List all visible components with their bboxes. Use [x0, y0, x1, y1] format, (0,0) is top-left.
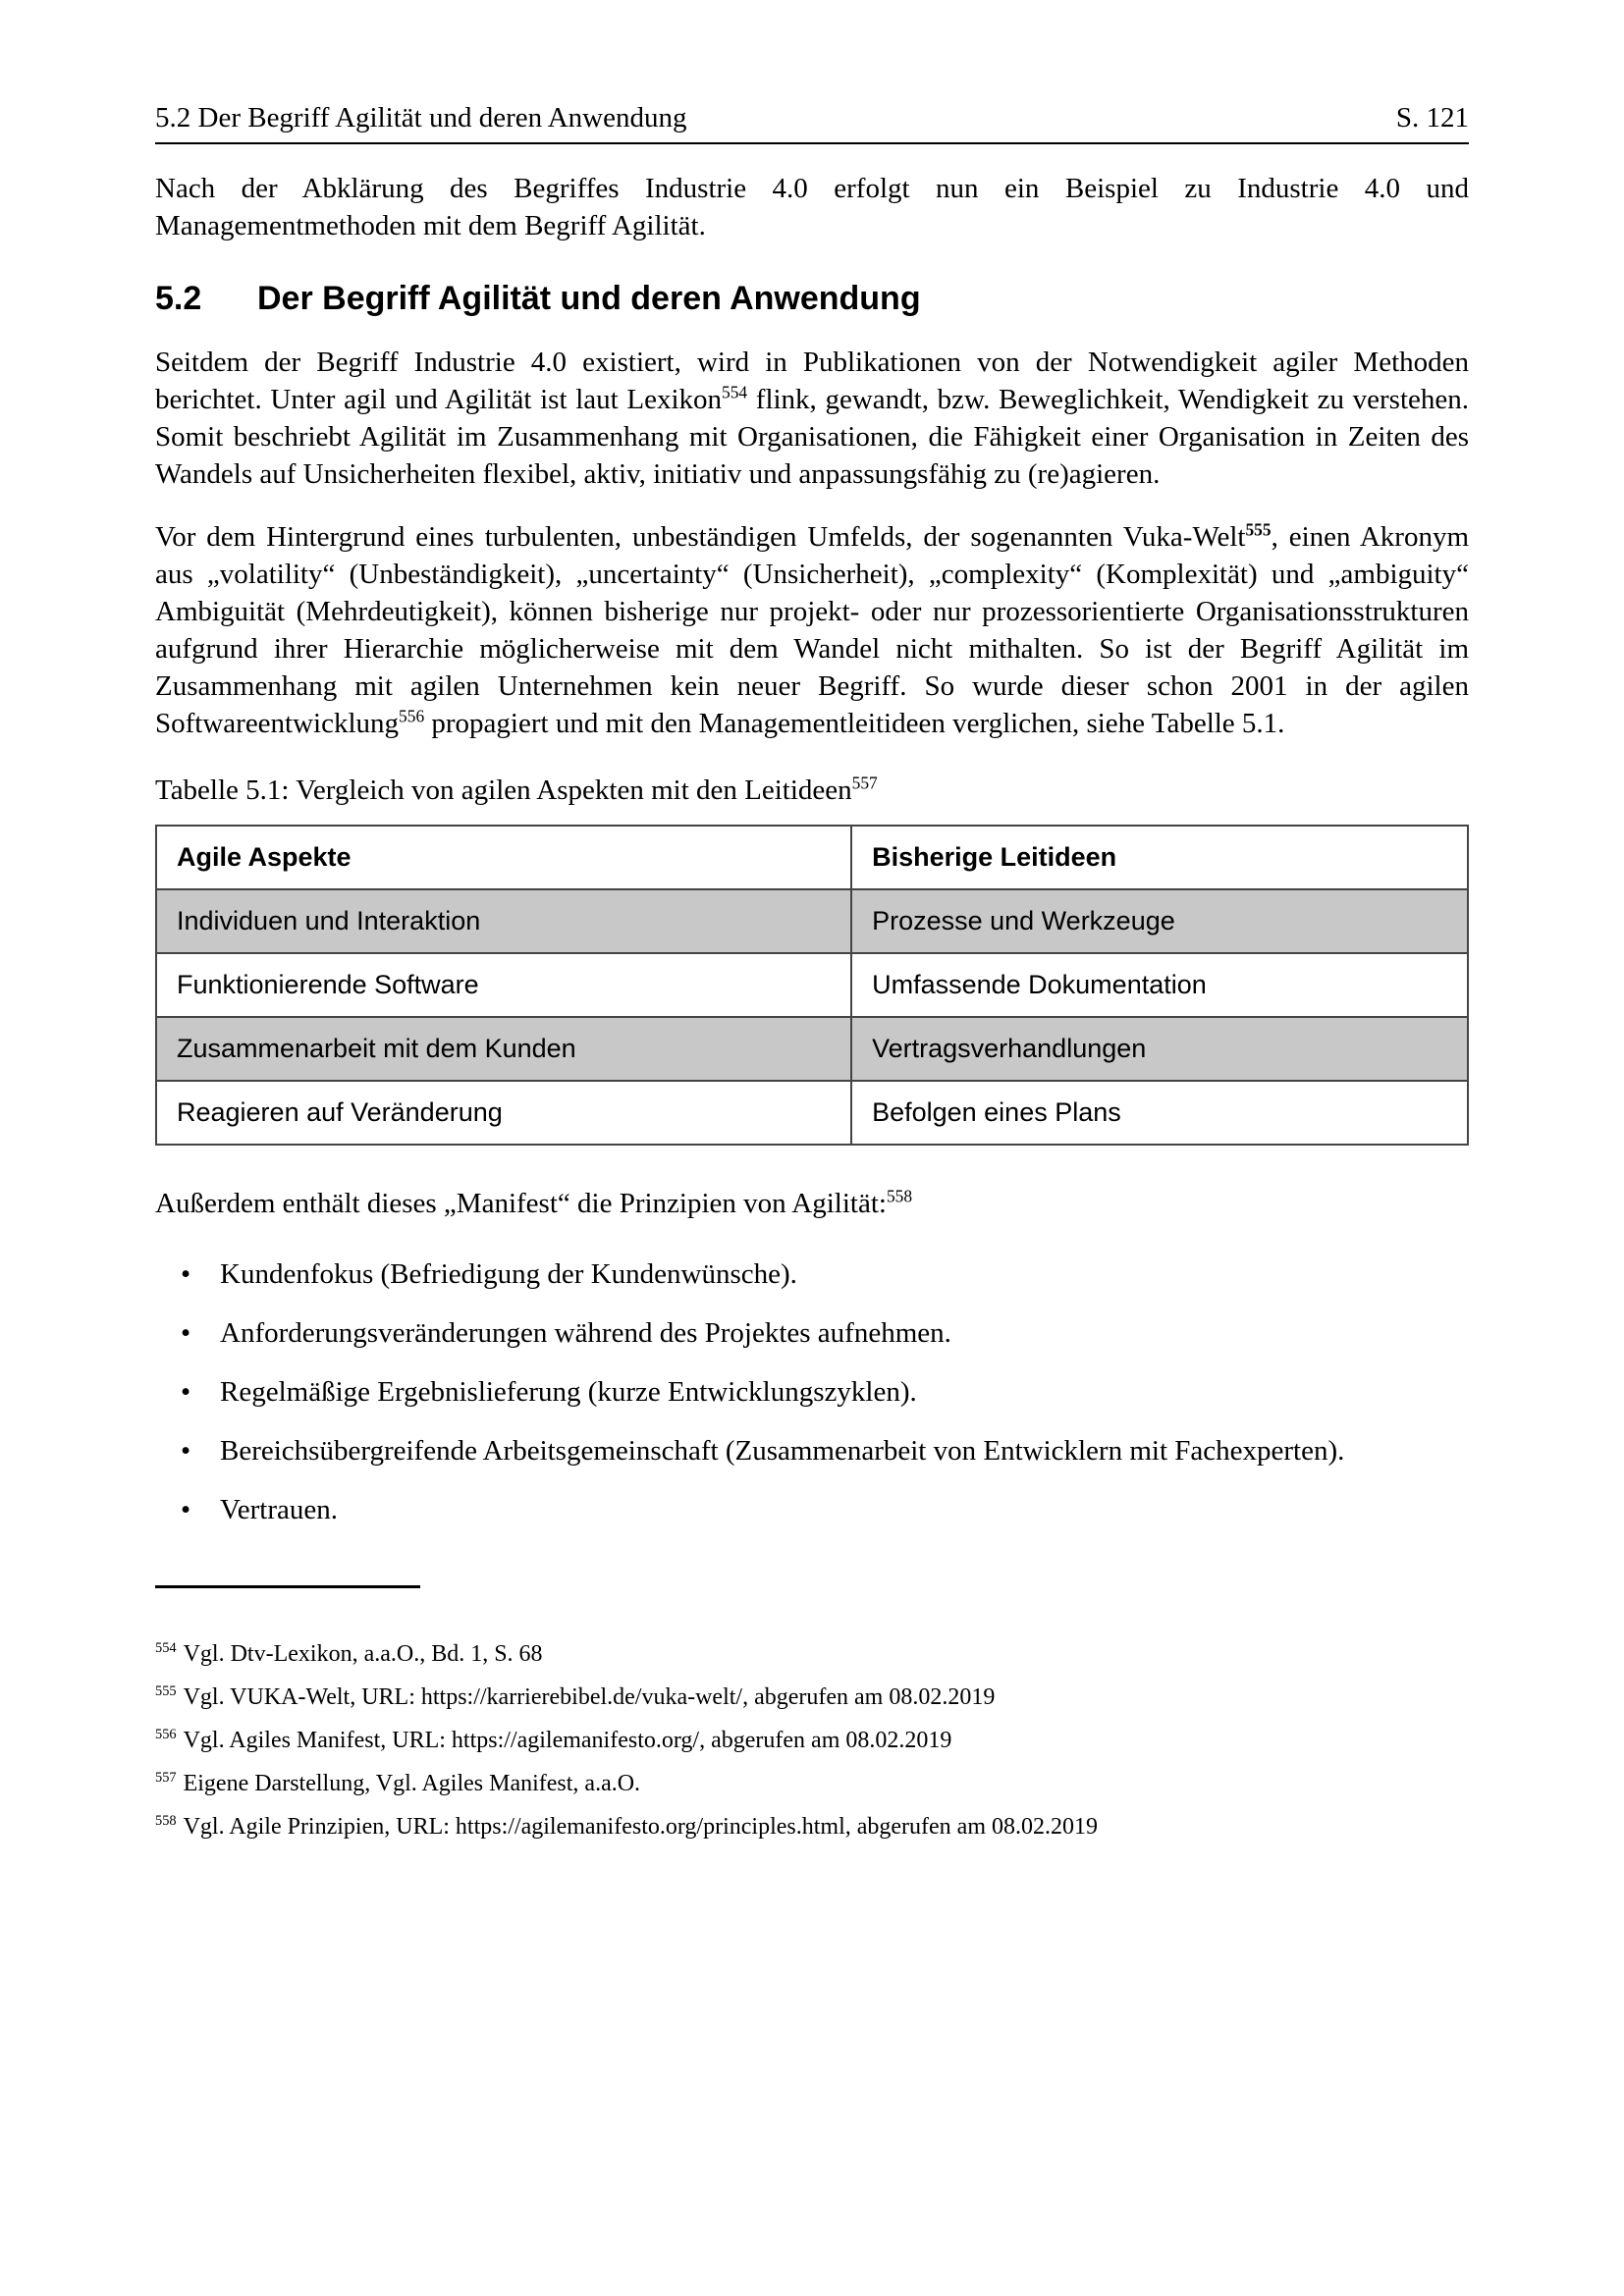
list-item-text: Bereichsübergreifende Arbeitsgemeinschaft (Zusammenarbeit von Entwicklern mit Fachexperten). — [220, 1435, 1345, 1467]
table-header-bisherige-leitideen: Bisherige Leitideen — [851, 826, 1468, 889]
list-item-text: Vertrauen. — [220, 1494, 338, 1525]
list-item-kundenfokus — [155, 1255, 1469, 1293]
table-cell: Prozesse und Werkzeuge — [851, 889, 1468, 953]
footnote-ref-558: 558 — [886, 1186, 913, 1206]
footnote-text: Vgl. Dtv-Lexikon, a.a.O., Bd. 1, S. 68 — [183, 1641, 543, 1667]
paragraph-text: propagiert und mit den Managementleitideen verglichen, siehe Tabelle 5.1. — [424, 708, 1285, 739]
list-item-text: Kundenfokus (Befriedigung der Kundenwünsche). — [220, 1258, 797, 1290]
running-header-page-number: S. 121 — [1395, 102, 1469, 133]
footnote-number: 558 — [155, 1813, 177, 1829]
footnote-number: 555 — [155, 1683, 177, 1699]
paragraph-text: flink, gewandt, bzw. Beweglichkeit, Wendigkeit zu verstehen. Somit beschriebt Agilität im Zusammenhang mit Organisationen, die Fähigkeit einer Organisation in Zeiten des Wandels auf Unsicherheiten flexibel, aktiv, initiativ und anpassungsfähig zu (re)agieren. — [155, 384, 1469, 490]
footnote-556 — [155, 1726, 1469, 1755]
footnote-text: Eigene Darstellung, Vgl. Agiles Manifest, a.a.O. — [183, 1771, 641, 1796]
list-item-text: Anforderungsveränderungen während des Projektes aufnehmen. — [220, 1317, 951, 1349]
section-number: 5.2 — [155, 280, 202, 317]
comparison-table — [155, 825, 1469, 1146]
footnote-number: 557 — [155, 1770, 177, 1786]
list-item-ergebnislieferung — [155, 1373, 1469, 1411]
list-item-vertrauen — [155, 1491, 1469, 1528]
footnote-text: Vgl. VUKA-Welt, URL: https://karrierebibel.de/vuka-welt/, abgerufen am 08.02.2019 — [183, 1684, 996, 1710]
list-item-arbeitsgemeinschaft — [155, 1432, 1469, 1469]
table-caption-text: Tabelle 5.1: Vergleich von agilen Aspekten mit den Leitideen — [155, 774, 852, 806]
footnote-text: Vgl. Agiles Manifest, URL: https://agilemanifesto.org/, abgerufen am 08.02.2019 — [183, 1728, 952, 1753]
table-row — [156, 1081, 1468, 1145]
footnote-ref-557: 557 — [851, 773, 878, 793]
table-cell: Individuen und Interaktion — [156, 889, 851, 953]
footnote-554 — [155, 1639, 1469, 1669]
list-item-text: Regelmäßige Ergebnislieferung (kurze Entwicklungszyklen). — [220, 1376, 917, 1408]
footnote-ref-554: 554 — [722, 382, 748, 402]
principles-list — [155, 1255, 1469, 1528]
footnote-ref-556: 556 — [399, 706, 425, 726]
paragraph-manifest — [155, 1185, 1469, 1222]
table-cell: Vertragsverhandlungen — [851, 1017, 1468, 1081]
footnote-separator — [155, 1585, 420, 1588]
footnote-number: 554 — [155, 1640, 177, 1656]
paragraph-agility-definition — [155, 344, 1469, 493]
table-cell: Umfassende Dokumentation — [851, 953, 1468, 1017]
running-header — [155, 102, 1469, 144]
footnote-557 — [155, 1769, 1469, 1798]
paragraph-text: Vor dem Hintergrund eines turbulenten, unbeständigen Umfelds, der sogenannten Vuka-Welt — [155, 521, 1246, 553]
list-item-anforderungen — [155, 1314, 1469, 1352]
paragraph-text: Außerdem enthält dieses „Manifest“ die Prinzipien von Agilität: — [155, 1188, 887, 1219]
table-caption — [155, 772, 1469, 809]
footnote-ref-555: 555 — [1245, 519, 1272, 540]
footnote-number: 556 — [155, 1727, 177, 1742]
paragraph-text: , einen Akronym aus „volatility“ (Unbeständigkeit), „uncertainty“ (Unsicherheit), „complexity“ (Komplexität) und „ambiguity“ Ambiguität (Mehrdeutigkeit), können bisherige nur projekt- oder nur prozessorientierte Organisationsstrukturen aufgrund ihrer Hierarchie möglicherweise mit dem Wandel nicht mithalten. So ist der Begriff Agilität im Zusammenhang mit agilen Unternehmen kein neuer Begriff. So wurde dieser schon 2001 in der agilen Softwareentwicklung — [155, 521, 1470, 739]
section-title: Der Begriff Agilität und deren Anwendung — [257, 280, 921, 317]
footnote-text: Vgl. Agile Prinzipien, URL: https://agilemanifesto.org/principles.html, abgerufen am 08.02.2019 — [183, 1814, 1098, 1840]
table-cell: Funktionierende Software — [156, 953, 851, 1017]
footnote-555 — [155, 1682, 1469, 1712]
paragraph-vuka — [155, 518, 1469, 742]
table-row — [156, 889, 1468, 953]
table-row — [156, 1017, 1468, 1081]
footnotes-section — [155, 1639, 1469, 1842]
table-cell: Befolgen eines Plans — [851, 1081, 1468, 1145]
table-cell: Zusammenarbeit mit dem Kunden — [156, 1017, 851, 1081]
section-heading — [155, 280, 1469, 318]
table-header-agile-aspekte: Agile Aspekte — [156, 826, 851, 889]
paragraph-text: Seitdem der Begriff Industrie 4.0 existiert, wird in Publikationen von der Notwendigkeit agiler Methoden berichtet. Unter agil und Agilität ist laut Lexikon — [155, 347, 1469, 415]
intro-paragraph: Nach der Abklärung des Begriffes Industrie 4.0 erfolgt nun ein Beispiel zu Industrie 4.0 und Managementmethoden mit dem Begriff Agilität. — [155, 173, 1469, 241]
table-row — [156, 953, 1468, 1017]
table-header-row — [156, 826, 1468, 889]
footnote-558 — [155, 1812, 1469, 1842]
running-header-title: 5.2 Der Begriff Agilität und deren Anwendung — [155, 102, 687, 133]
table-cell: Reagieren auf Veränderung — [156, 1081, 851, 1145]
